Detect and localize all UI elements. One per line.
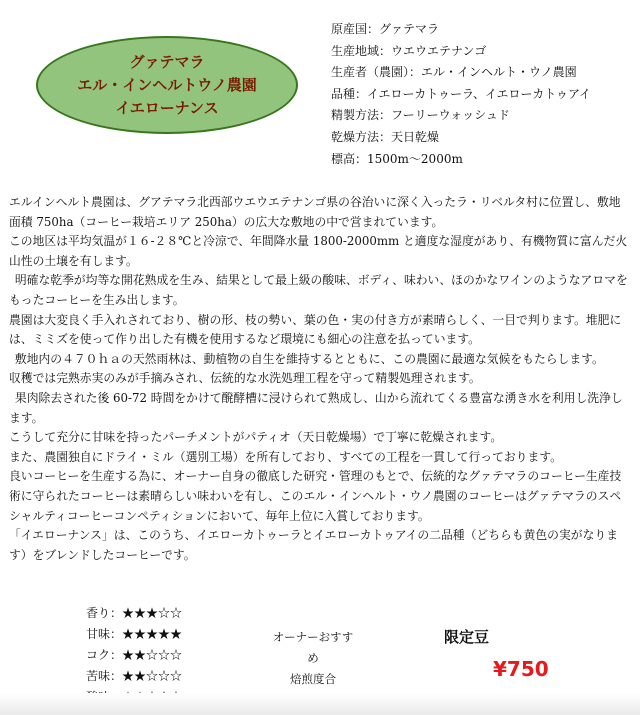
rating-aroma [86,603,182,624]
rating-label: 苦味： [86,669,123,683]
rating-sweetness [86,624,182,645]
spec-altitude: 標高：1500m～2000m [331,151,463,166]
title-oval [36,36,298,134]
rating-label: コク： [86,648,123,662]
rating-label: 香り： [86,606,123,620]
description-paragraph: この地区は平均気温が１６-２８℃と冷涼で、年間降水量 1800-2000mm と適度な湿度があり、有機物質に富んだ火山性の土壌を有します。 [9,234,628,268]
price: ¥750 [493,657,549,681]
description-paragraph: 敷地内の４７０ｈａの天然雨林は、動植物の自生を維持するとともに、この農園に最適な気候をもたらします。 [14,351,604,366]
description-paragraph: 良いコーヒーを生産する為に、オーナー自身の徹底した研究・管理のもとで、伝統的なグァテマラのコーヒー生産技術に守られたコーヒーは素晴らしい味わいを有し、このエル・インヘルト・ウノ農園のコーヒーはグァテマラのスペシャルティコーヒーコンペティションにおいて、毎年上位に入賞しております。 [9,469,622,523]
description [9,193,631,565]
title-farm: エル・インヘルトウノ農園 [77,75,257,94]
spec-region: 生産地域：ウエウエテナンゴ [331,43,487,58]
star-rating: ★★★☆☆ [122,606,183,620]
title-country: グァテマラ [129,52,205,71]
description-paragraph: 果肉除去された後 60-72 時間をかけて醗酵槽に浸けられて熟成し、山から流れてくる豊富な湧き水を利用し洗浄します。 [9,390,623,425]
description-paragraph: また、農園独自にドライ・ミル（選別工場）を所有しており、すべての工程を一貫して行っております。 [9,449,562,464]
spec-producer: 生産者（農園）：エル・インヘルト・ウノ農園 [331,65,577,80]
title-product: イエローナンス [115,98,219,117]
limited-label: 限定豆 [444,628,490,646]
spec-variety: 品種：イエローカトゥーラ、イエローカトゥアイ [331,86,591,101]
description-paragraph: 明確な乾季が均等な開花熟成を生み、結果として最上級の酸味、ボディ、味わい、ほのかなワインのようなアロマをもったコーヒーを生み出します。 [9,273,628,307]
description-paragraph: エルインヘルト農園は、グアテマラ北西部ウエウエテナンゴ県の谷治いに深く入ったラ・リベルタ村に位置し、敷地面積 750ha（コーヒー栽培エリア 250ha）の広大な敷地の中で営まれています。 [9,195,621,229]
bottom-shade [0,693,640,715]
rating-body [86,645,182,666]
description-paragraph: 収穫では完熟赤実のみが手摘みされ、伝統的な水洗処理工程を守って精製処理されます。 [9,371,481,386]
spec-list [331,19,591,170]
description-paragraph: こうして充分に甘味を持ったパーチメントがパティオ（天日乾燥場）で丁寧に乾燥されます。 [9,430,503,445]
rating-bitterness [86,666,182,687]
spec-drying: 乾燥方法：天日乾燥 [331,129,440,144]
roast-degree-label: 焙煎度合 [290,672,336,686]
description-paragraph: 「イエローナンス」は、このうち、イエローカトゥーラとイエローカトゥアイの二品種（どちらも黄色の実がなります）をブレンドしたコーヒーです。 [9,528,618,562]
rating-label: 甘味： [86,627,123,641]
spec-process: 精製方法：フーリーウォッシュド [331,108,510,123]
star-rating: ★★☆☆☆ [122,669,183,683]
star-rating: ★★☆☆☆ [122,648,183,662]
description-paragraph: 農園は大変良く手入れされており、樹の形、枝の勢い、葉の色・実の付き方が素晴らしく、一目で判ります。堆肥には、ミミズを使って作り出した有機を使用するなど環境にも細心の注意を払っています。 [9,312,622,347]
star-rating: ★★★★★ [122,627,183,641]
owner-recommend-label: オーナーおすすめ [272,630,354,665]
spec-origin: 原産国：グァテマラ [331,22,440,36]
